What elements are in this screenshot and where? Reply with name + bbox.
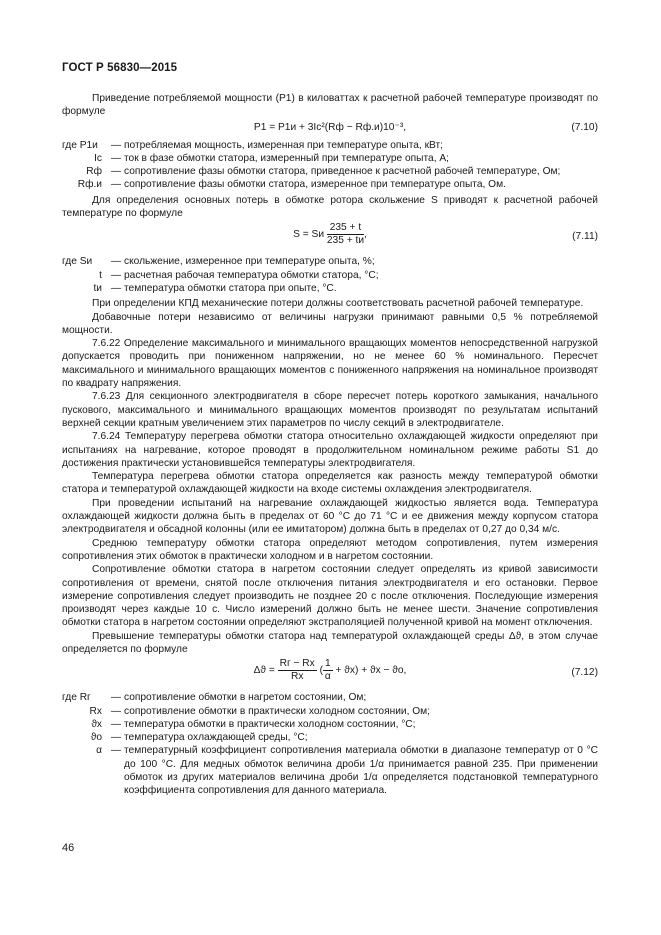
definitions-list: [62, 255, 598, 295]
definition-dash: —: [110, 139, 122, 151]
definition-text: расчетная рабочая температура обмотки статора, °С;: [124, 269, 379, 281]
paragraph: 7.6.24 Температуру перегрева обмотки статора относительно охлаждающей жидкости определяют при испытаниях на нагревание, которое проводят в продолжительном номинальном режиме работы S1 до достижения практически установившейся температуры электродвигателя.: [62, 431, 598, 469]
definition-text: сопротивление фазы обмотки статора, измеренное при температуре опыта, Ом.: [124, 179, 506, 191]
formula-number: (7.12): [571, 667, 598, 679]
document-header: ГОСТ Р 56830—2015: [62, 62, 178, 74]
paragraph: Для определения основных потерь в обмотке ротора скольжение S приводят к расчетной рабочей температуре по формуле: [62, 194, 598, 220]
formula-7-10: [62, 121, 598, 136]
definition-dash: —: [110, 718, 122, 730]
definition-row: [62, 269, 598, 282]
definition-dash: —: [110, 166, 122, 178]
paragraph: Приведение потребляемой мощности (P1) в киловаттах к расчетной рабочей температуре производят по формуле: [62, 93, 598, 118]
definition-symbol: Rф.и: [77, 179, 102, 191]
paragraph: 7.6.22 Определение максимального и минимального вращающих моментов непосредственной нагрузкой допускается проводить при пониженном напряжении, но не менее 60 % номинального. Пересчет максимального и минимального вращающих моментов с пониженного напряжения на номинальное производят по квадрату напряжения.: [62, 338, 598, 390]
definition-text: сопротивление обмотки в практически холодном состоянии, Ом;: [124, 705, 431, 717]
definition-row: [62, 165, 598, 178]
formula-tail: ,: [364, 229, 367, 241]
formula-fraction: [327, 222, 364, 247]
formula-number: (7.11): [572, 231, 598, 243]
paragraph: Сопротивление обмотки статора в нагретом состоянии следует определять из кривой зависимости сопротивления от времени, снятой после отключения питания электродвигателя и его остановки. Первое измерение сопротивления следует производить не позднее 20 с после отключения. Последующие измерения производят через каждые 10 с. Число измерений должно быть не менее шести. Значение сопротивления обмотки статора в нагретом состоянии определяют экстраполяцией полученной кривой на момент отключения.: [62, 564, 598, 629]
definition-symbol: α: [96, 745, 102, 757]
paragraph: Добавочные потери независимо от величины нагрузки принимают равными 0,5 % потребляемой мощности.: [62, 311, 598, 336]
definition-text: ток в фазе обмотки статора, измеренный при температуре опыта, А;: [124, 152, 449, 164]
paragraph: Превышение температуры обмотки статора над температурой охлаждающей среды Δϑ, в этом случае определяется по формуле: [62, 630, 598, 655]
definition-row: [62, 705, 598, 718]
definition-text: температура обмотки в практически холодном состоянии, °С;: [124, 718, 416, 730]
formula-tail: + ϑx − ϑo,: [361, 665, 407, 677]
definition-dash: —: [110, 256, 122, 268]
formula-expression: [62, 658, 598, 683]
definition-row: [62, 691, 598, 704]
definition-dash: —: [110, 705, 122, 717]
formula-expression: P1 = P1и + 3Iс²(Rф − Rф.и)10⁻³,: [253, 121, 407, 133]
definition-text: температура обмотки статора при опыте, °С.: [124, 282, 337, 294]
definition-dash: —: [110, 745, 122, 757]
definition-symbol: где Sи: [62, 256, 93, 268]
definition-symbol: Iс: [94, 152, 102, 164]
definition-dash: —: [110, 179, 122, 191]
definition-row: [62, 178, 598, 191]
page-number: 46: [62, 842, 75, 854]
definition-row: [62, 282, 598, 295]
close-paren: ): [354, 665, 359, 677]
fraction-numerator: Rг − Rx: [279, 658, 315, 670]
definition-row: [62, 744, 598, 797]
formula-lhs: S = Sи: [293, 229, 325, 241]
formula-lhs: Δϑ =: [253, 665, 275, 677]
definition-symbol: ϑх: [91, 718, 102, 730]
definition-dash: —: [110, 732, 122, 744]
fraction-denominator: Rx: [290, 671, 304, 683]
paragraph: Температура перегрева обмотки статора определяется как разность между температурой обмотки статора и температурой охлаждающей жидкости на входе системы охлаждения электродвигателя.: [62, 471, 598, 496]
paragraph: При проведении испытаний на нагревание охлаждающей жидкостью является вода. Температура охлаждающей жидкости должна быть в пределах от 60 °С до 71 °С и ее движения между корпусом статора электродвигателя и обсадной колонны (или ее имитатором) должна быть в пределах от 0,27 до 0,34 м/с.: [62, 497, 598, 536]
definition-text: сопротивление фазы обмотки статора, приведенное к расчетной рабочей температуре, Ом;: [124, 166, 561, 178]
inverse-alpha-fraction: [323, 658, 333, 683]
paragraph: Среднюю температуру обмотки статора определяют методом сопротивления, путем измерения сопротивления этих обмоток в практически холодном и в нагретом состоянии.: [62, 537, 598, 562]
paren-term: + ϑx: [335, 665, 355, 677]
definition-text: сопротивление обмотки в нагретом состоянии, Ом;: [124, 692, 367, 704]
definition-text: температурный коэффициент сопротивления материала обмотки в диапазоне температур от 0 °С до 100 °С. Для медных обмоток величина дроби 1/α принимается равной 235. При применении обмоток из других материалов величина дроби 1/α определяется подстановкой температурного коэффициента сопротивления для данного материала.: [124, 745, 598, 797]
formula-number: (7.10): [571, 121, 598, 133]
definition-dash: —: [110, 282, 122, 294]
fraction-numerator: 235 + t: [327, 222, 364, 235]
formula-fraction: [278, 658, 317, 683]
definitions-list: [62, 691, 598, 797]
definition-row: [62, 255, 598, 268]
definition-row: [62, 731, 598, 744]
definition-dash: —: [110, 152, 122, 164]
formula-7-11: [62, 222, 598, 252]
definition-row: [62, 152, 598, 165]
paragraph: 7.6.23 Для секционного электродвигателя в сборе пересчет потерь короткого замыкания, начального пускового, максимального и минимального вращающих моментов производят по результатам испытаний верхней секции кратным увеличением этих параметров по числу секций в электродвигателе.: [62, 391, 598, 429]
definition-symbol: где P1и: [62, 139, 98, 151]
fraction-denominator: α: [324, 671, 331, 683]
formula-7-12: [62, 658, 598, 688]
definition-symbol: Rх: [89, 705, 102, 717]
definition-text: температура охлаждающей среды, °С;: [124, 732, 308, 744]
definition-text: скольжение, измеренное при температуре опыта, %;: [124, 256, 375, 268]
definition-row: [62, 718, 598, 731]
definition-dash: —: [110, 692, 122, 704]
fraction-numerator: 1: [325, 658, 331, 670]
definition-symbol: tи: [93, 282, 102, 294]
definition-dash: —: [110, 269, 122, 281]
open-paren: (: [319, 665, 324, 677]
definition-symbol: t: [99, 269, 102, 281]
definition-text: потребляемая мощность, измеренная при температуре опыта, кВт;: [124, 139, 443, 151]
definition-symbol: Rф: [86, 166, 102, 178]
paragraph: При определении КПД механические потери должны соответствовать расчетной рабочей температуре.: [92, 298, 584, 310]
definition-row: [62, 139, 598, 152]
page-body: [62, 92, 598, 800]
definition-symbol: ϑо: [90, 732, 102, 744]
definitions-list: [62, 139, 598, 192]
formula-expression: [62, 222, 598, 247]
definition-symbol: где Rг: [62, 692, 91, 704]
fraction-denominator: 235 + tи: [326, 235, 365, 247]
